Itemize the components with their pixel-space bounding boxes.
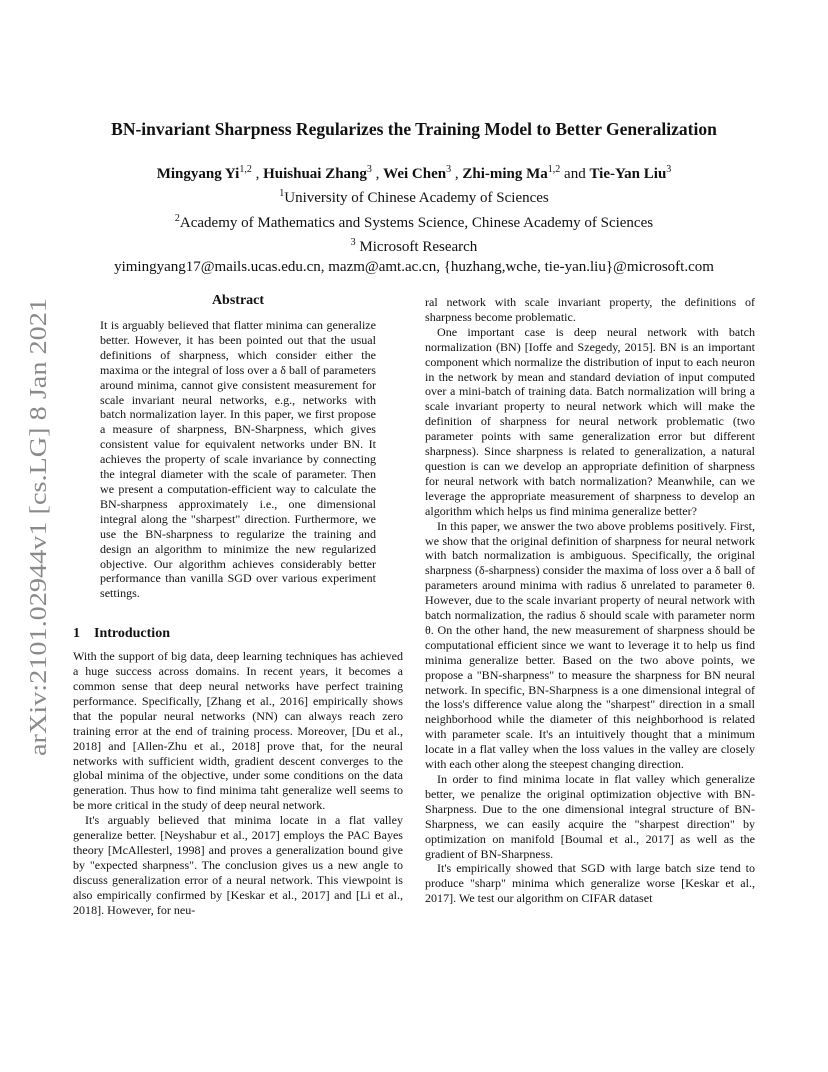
author-separator: and [560,166,590,182]
section-number: 1 [73,626,80,642]
affiliation-text: Academy of Mathematics and Systems Science, Chinese Academy of Sciences [179,214,654,231]
author-name: Tie-Yan Liu [589,166,667,182]
author-affiliation-mark: 3 [446,164,452,175]
affiliation-mark: 2 [174,212,180,224]
right-paragraph-5: It's empirically showed that SGD with large batch size tend to produce "sharp" minima which generalize worse [Keskar et al., 2017]. We test our algorithm on CIFAR dataset [425,861,755,906]
affiliation-mark: 1 [279,188,285,199]
paper-title: BN-invariant Sharpness Regularizes the Training Model to Better Generalization [111,119,717,139]
author-2 [263,166,372,182]
arxiv-identifier-stamp [20,298,54,756]
right-paragraph-2: One important case is deep neural network with batch normalization (BN) [Ioffe and Szegedy, 2015]. BN is an important component which normalize the distribution of input to each neuron in the network by mean and standard deviation of input computed over a mini-batch of training data. Batch normalization will bring a scale invariant property to neural network which will make the definition of sharpness for neural network problematic (two parameter points with same generalization error but different sharpness). Since sharpness is related to generalization, a natural question is can we develop an appropriate definition of sharpness for neural network with batch normalization? Meanwhile, can we leverage the appropriate measurement of sharpness to develop an algorithm which helps us find minima generalize better? [425,324,755,518]
abstract-text: It is arguably believed that flatter minima can generalize better. However, it has been pointed out that the usual definitions of sharpness, which consider either the maxima or the integral of loss over a δ ball of parameters around minima, cannot give consistent measurement for scale invariant neural networks, e.g., networks with batch normalization layer. In this paper, we first propose a measure of sharpness, BN-Sharpness, which gives consistent value for equivalent networks under BN. It achieves the property of scale invariance by connecting the integral diameter with the scale of parameter. Then we present a computation-efficient way to calculate the BN-sharpness approximately i.e., one dimensional integral along the "sharpest" direction. Furthermore, we use the BN-sharpness to regularize the training and design an algorithm to minimize the new regularized objective. Our algorithm achieves considerably better performance than vanilla SGD over various experiment settings. [100,318,376,601]
author-5 [589,166,671,182]
author-1 [157,166,252,182]
right-paragraph-1: ral network with scale invariant property, the definitions of sharpness become problematic. [425,295,755,324]
author-list [60,160,768,184]
affiliation-text: University of Chinese Academy of Sciences [284,190,549,206]
author-affiliation-mark: 1,2 [547,164,561,175]
author-separator: , [451,166,463,182]
email-list: yimingyang17@mails.ucas.edu.cn, mazm@amt.ac.cn, {huzhang,wche, tie-yan.liu}@microsoft.com [114,258,714,275]
author-separator: , [251,166,264,182]
author-affiliation-mark: 1,2 [239,164,252,175]
author-name: Zhi-ming Ma [462,166,548,182]
section-heading-introduction [73,625,403,643]
section-title: Introduction [94,626,170,642]
intro-paragraph-1: With the support of big data, deep learning techniques has achieved a huge success across domains. In recent years, it becomes a common sense that deep neural networks have perfect training performance. Specifically, [Zhang et al., 2016] empirically shows that the popular neural networks (NN) can always reach zero training error at the end of training process. Moreover, [Du et al., 2018] and [Allen-Zhu et al., 2018] prove that, for the neural networks with sufficient width, gradient descent converges to the global minima of the objective, under some conditions on the data generation. Thus how to find minima taht generalize well seems to be more critical in the study of deep neural network. [73,649,403,813]
right-column [425,295,755,906]
author-separator: , [371,166,384,182]
author-affiliation-mark: 3 [666,164,672,175]
author-name: Wei Chen [383,166,447,182]
affiliation-3 [60,233,768,258]
affiliation-1 [60,184,768,209]
left-column [73,292,403,918]
affiliation-text: Microsoft Research [355,239,478,255]
arxiv-id-text: arXiv:2101.02944v1 [cs.LG] 8 Jan 2021 [26,366,52,756]
affiliation-2 [60,209,768,234]
author-name: Mingyang Yi [156,166,240,182]
author-4 [462,166,560,182]
right-paragraph-3: In this paper, we answer the two above problems positively. First, we show that the original definition of sharpness for neural network with batch normalization is ambiguous. Specifically, the original sharpness (δ-sharpness) consider the maxima of loss over a δ ball of parameters around minima with radius δ unrelated to parameter θ. However, due to the scale invariant property of neural network with batch normalization, the radius δ should scale with parameter norm θ. On the other hand, the new measurement of sharpness should be computational efficient since we want to leverage it to help us find minima generalize better. Based on the two above points, we propose a "BN-sharpness" to measure the sharpness for BN neural network. In specific, BN-Sharpness is a one dimensional integral of the loss's difference value along the "sharpest" direction in a small neighborhood while the diameter of this neighborhood is related with parameter scale. It's an intuitively thought that a minimum locate in a flat valley when the loss values in the valley are closely with each other along the steepest changing direction. [425,518,755,772]
abstract-heading: Abstract [211,293,265,308]
affiliations [60,184,768,277]
author-3 [383,166,451,182]
affiliation-mark: 3 [350,237,356,248]
intro-paragraph-2: It's arguably believed that minima locate in a flat valley generalize better. [Neyshabur et al., 2017] employs the PAC Bayes theory [McAllesterl, 1998] and proves a generalization bound give by "expected sharpness". The conclusion gives us a new angle to discuss generalization error of a neural network. This viewpoint is also empirically confirmed by [Keskar et al., 2017] and [Li et al., 2018]. However, for neu- [73,813,403,917]
right-paragraph-4: In order to find minima locate in flat valley which generalize better, we penalize the original optimization objective with BN-Sharpness. Due to the one dimensional integral structure of BN-Sharpness, we can easily acquire the "sharpest direction" by optimization on manifold [Boumal et al., 2017] as well as the gradient of BN-Sharpness. [425,772,755,861]
author-affiliation-mark: 3 [366,164,372,175]
author-name: Huishuai Zhang [263,166,367,182]
